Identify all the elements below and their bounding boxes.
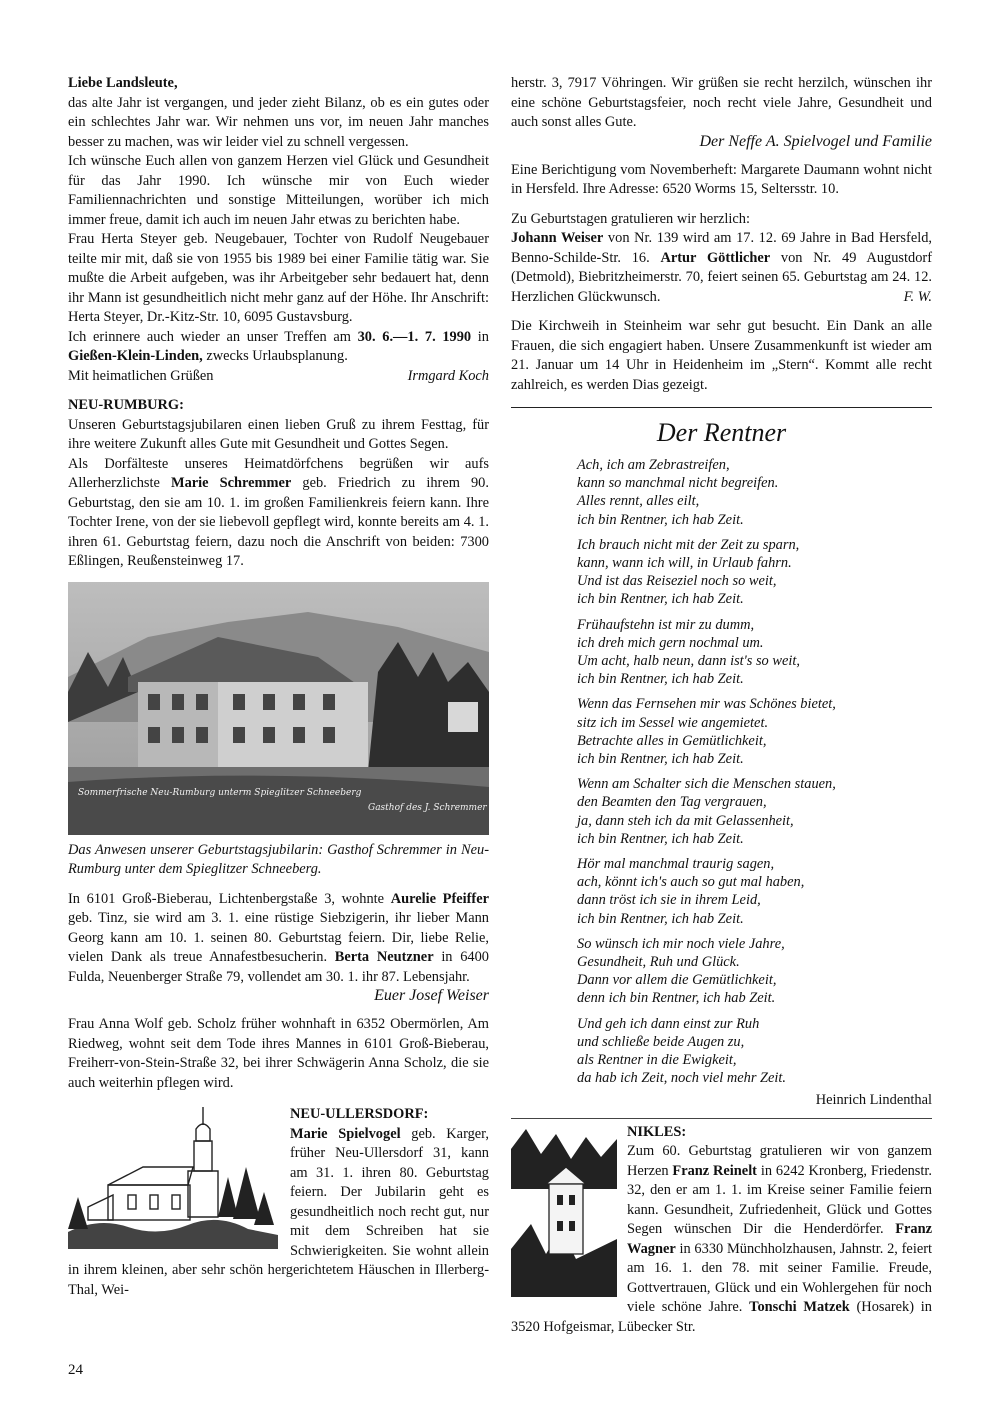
text-run: in 6400 Fulda, Neuenberger Straße 79, vollendet am 30. 1. ihr 87. Lebensjahr. [68, 949, 490, 985]
text-run: geb. Friedrich zu ihrem 90. Geburtstag, den sie am 10. 1. im großen Familienkreis feiern kann. Ihre Tochter Irene, von der sie liebevoll gepflegt wird, konnte bereits am 4. 1. ihren 61. Geburtstag feiern, dazu noch die Anschrift von beiden: 7300 Eßlingen, Reußensteinweg 17. [68, 475, 489, 569]
poem-stanza [577, 855, 932, 928]
poem-line: denn ich bin Rentner, ich hab Zeit. [577, 990, 776, 1007]
poem-line: dann tröst ich sie in ihrem Leid, [577, 892, 761, 909]
poem-line: Um acht, halb neun, dann ist's so weit, [577, 653, 800, 670]
poem-line: kann so manchmal nicht begreifen. [577, 475, 779, 492]
section-paragraph: Eine Berichtigung vom Novemberheft: Margarete Daumann wohnt nicht in Hersfeld. Ihre Adresse: 6520 Worms 15, Seltersstr. 10. [511, 161, 932, 197]
person-name: Marie Spielvogel [290, 1125, 401, 1142]
meeting-date: 30. 6.—1. 7. 1990 [357, 328, 472, 345]
poem-line: ja, dann steh ich da mit Gelassenheit, [577, 812, 794, 829]
letter-paragraph: Ich wünsche Euch allen von ganzem Herzen viel Glück und Gesundheit für das Jahr 1990. Ich wünsche mir von Euch wieder Familiennachrichten und sonstige Mitteilungen, worüber ich mich immer freue, damit ich auch im neuen Jahr etwas zu berichten habe. [68, 153, 489, 228]
section-signature: F. W. [903, 288, 932, 305]
section-heading: NEU-RUMBURG: [68, 397, 184, 413]
section-paragraph [68, 890, 489, 988]
letter-signature-line [68, 367, 489, 387]
person-name: Franz Reinelt [672, 1162, 757, 1179]
poem-line: Hör mal manchmal traurig sagen, [577, 856, 775, 873]
poem-line: Betrachte alles in Gemütlichkeit, [577, 732, 767, 749]
text-run: Ich erinnere auch wieder an unser Treffen am [68, 328, 358, 345]
section-heading: NIKLES: [627, 1123, 687, 1140]
poem-line: Gesundheit, Ruh und Glück. [577, 954, 740, 971]
poem-line: ich dreh mich gern nochmal um. [577, 634, 764, 651]
poem-line: sitz ich im Sessel wie angemietet. [577, 714, 769, 731]
church-drawing-image [68, 1107, 278, 1249]
poem-line: den Beamten den Tag vergrauen, [577, 794, 767, 811]
text-run: In 6101 Groß-Bieberau, Lichtenbergstaße 3, wohnte [68, 890, 391, 907]
poem-author: Heinrich Lindenthal [815, 1091, 932, 1108]
section-paragraph: Frau Anna Wolf geb. Scholz früher wohnhaft in 6352 Obermörlen, Am Riedweg, wohnt seit dem Tode ihres Mannes in 6101 Groß-Bieberau, Freiherr-von-Stein-Straße 32, bei ihrer Schwägerin Anna Scholz, die sie auch weiterhin pflegen wird. [68, 1016, 489, 1091]
poem-line: ach, könnt ich's auch so gut mal haben, [577, 874, 805, 891]
poem-stanza [577, 536, 932, 609]
letter-closing: Mit heimatlichen Grüßen [68, 367, 214, 384]
poem-stanza [577, 1015, 932, 1088]
nikles-section [511, 1123, 932, 1338]
right-column [511, 74, 932, 1337]
meeting-place: Gießen-Klein-Linden, [68, 348, 203, 364]
person-name: Marie Schremmer [170, 475, 292, 491]
gasthof-photo-image [68, 582, 489, 835]
letter-paragraph: das alte Jahr ist vergangen, und jeder zieht Bilanz, ob es ein gutes oder ein schlechtes Jahr war. Wir nehmen uns vor, im neuen Jahr manches besser zu machen, was wir leider viel zu schnell vergessen. [68, 94, 489, 150]
poem-line: ich bin Rentner, ich hab Zeit. [577, 511, 744, 528]
poem [511, 418, 932, 1110]
photo-inscription: Gasthof des J. Schremmer [368, 802, 487, 813]
poem-line: ich bin Rentner, ich hab Zeit. [577, 751, 744, 768]
poem-line: Dann vor allem die Gemütlichkeit, [577, 972, 777, 989]
section-paragraph: herstr. 3, 7917 Vöhringen. Wir grüßen sie recht herzilch, wünschen ihr eine schöne Geburtstagsfeier, noch recht viele Jahre, Gesundheit und auch sonst alles Gute. [511, 75, 932, 130]
section-paragraph: Die Kirchweih in Steinheim war sehr gut besucht. Ein Dank an alle Frauen, die sich engagiert haben. Unsere Zusammenkunft ist wieder am 21. Januar um 14 Uhr in Heidenheim im „Stern“. Kommt alle recht zahlreich, es werden Dias gezeigt. [511, 318, 932, 393]
poem-line: Wenn am Schalter sich die Menschen stauen, [577, 776, 836, 793]
letter-heading: Liebe Landsleute, [68, 75, 178, 91]
left-column [68, 74, 489, 1300]
photo-inscription: Sommerfrische Neu-Rumburg unterm Spieglitzer Schneeberg [78, 787, 362, 798]
village-drawing [511, 1129, 617, 1297]
neu-ullersdorf-section [68, 1105, 489, 1300]
letter-paragraph: Frau Herta Steyer geb. Neugebauer, Tochter von Rudolf Neugebauer teilte mir mit, daß sie von 1955 bis 1989 bei einer Familie tätig war. Sie mußte die Arbeit aufgeben, was ihr Arbeitgeber sehr bedauert hat, denn ihr Mann ist gesundheitlich nicht mehr ganz auf der Höhe. Ihr Anschrift: Herta Steyer, Dr.-Kitz-Str. 10, 6095 Gustavsburg. [68, 231, 489, 325]
poem-line: ich bin Rentner, ich hab Zeit. [577, 591, 744, 608]
person-name: Aurelie Pfeiffer [390, 890, 489, 907]
poem-line: So wünsch ich mir noch viele Jahre, [577, 935, 785, 952]
poem-title: Der Rentner [656, 418, 787, 447]
divider [511, 1118, 932, 1119]
church-drawing [68, 1107, 278, 1249]
person-name: Artur Göttlicher [660, 249, 771, 266]
text-run: geb. Karger, früher Neu-Ullersdorf 31, kann am 31. 1. ihren 80. Geburtstag feiern. Der Jubilarin geht es gesundheitlich noch recht gut, nur mit dem Schreiben hat sie Schwierigkeiten. Sie wohnt allein in ihrem kleinen, aber sehr schön hergerichtetem Häuschen in Illerberg-Thal, Wei- [68, 1125, 489, 1298]
text-run: Zum 60. Geburtstag gratulieren wir von ganzem Herzen [627, 1143, 932, 1179]
poem-stanza [577, 695, 932, 768]
gasthof-photo [68, 582, 489, 835]
text-run: von Nr. 139 wird am 17. 12. 69 Jahre in Bad Hersfeld, Benno-Schilde-Str. 16. [511, 230, 932, 266]
letter-paragraph [68, 328, 489, 367]
poem-line: Alles rennt, alles eilt, [577, 493, 700, 510]
divider [511, 407, 932, 408]
poem-line: Wenn das Fernsehen mir was Schönes bietet, [577, 696, 836, 713]
text-run: (Hosarek) in 3520 Hofgeismar, Lübecker Str. [511, 1299, 932, 1335]
section-heading: NEU-ULLERSDORF: [290, 1106, 429, 1122]
section-paragraph: Zu Geburtstagen gratulieren wir herzlich: [511, 210, 750, 227]
text-run: geb. Tinz, sie wird am 3. 1. eine rüstige Siebzigerin, ihr lieber Mann Georg kann am 10. 1. seinen 80. Geburtstag feiern. Dir, liebe Relie, vielen Dank als treue Annafestbesucherin. [68, 910, 489, 965]
birthdays-section [68, 890, 489, 1094]
section-paragraph [511, 229, 932, 307]
poem-line: kann, wann ich will, in Urlaub fahrn. [577, 555, 792, 572]
section-paragraph [68, 455, 489, 572]
poem-line: da hab ich Zeit, noch viel mehr Zeit. [577, 1070, 787, 1087]
person-name: Johann Weiser [511, 230, 604, 246]
person-name: Tonschi Matzek [749, 1299, 850, 1315]
poem-line: Ich brauch nicht mit der Zeit zu sparn, [577, 536, 800, 553]
text-run: zwecks Urlaubsplanung. [202, 348, 348, 364]
page-number: 24 [68, 1362, 83, 1378]
poem-line: Und ist das Reiseziel noch so weit, [577, 573, 777, 590]
text-run: Als Dorfälteste unseres Heimatdörfchens begrüßen wir aufs Allerherzlichste [68, 455, 489, 491]
photo-caption: Das Anwesen unserer Geburtstagsjubilarin: Gasthof Schremmer in Neu-Rumburg unter dem Spieglitzer Schneeberg. [68, 841, 489, 877]
village-drawing-image [511, 1129, 617, 1297]
poem-line: Ach, ich am Zebrastreifen, [577, 457, 730, 473]
poem-line: ich bin Rentner, ich hab Zeit. [577, 830, 744, 847]
person-name: Franz Wagner [627, 1221, 932, 1257]
poem-stanza [577, 935, 932, 1008]
section-signature: Der Neffe A. Spielvogel und Familie [699, 132, 932, 150]
poem-stanza [577, 775, 932, 848]
text-run: in [471, 328, 489, 345]
poem-line: Frühaufstehn ist mir zu dumm, [577, 616, 755, 633]
poem-line: ich bin Rentner, ich hab Zeit. [577, 671, 744, 688]
poem-stanza [577, 616, 932, 689]
neu-rumburg-section [68, 396, 489, 572]
section-signature: Euer Josef Weiser [374, 987, 489, 1004]
section-paragraph: Unseren Geburtstagsjubilaren einen lieben Gruß zu ihrem Festtag, für ihre weitere Zukunft alles Gute mit Gesundheit und Gottes Segen. [68, 416, 489, 452]
text-run: in 6330 Münchholzhausen, Jahnstr. 2, feiert am 16. 1. den 78. mit seiner Familie. Freude, Gottvertrauen, Glück und ein Wohlergehen für noch viele schöne Jahre. [627, 1240, 932, 1315]
poem-line: und schließe beide Augen zu, [577, 1033, 745, 1050]
poem-line: als Rentner in die Ewigkeit, [577, 1052, 737, 1069]
letter-signature: Irmgard Koch [407, 367, 489, 384]
poem-line: Und geh ich dann einst zur Ruh [577, 1015, 760, 1032]
poem-line: ich bin Rentner, ich hab Zeit. [577, 910, 744, 927]
poem-body [577, 456, 932, 1088]
poem-stanza [577, 456, 932, 529]
text-run: von Nr. 49 Augustdorf (Detmold), Biebritzheimerstr. 70, feiert seinen 65. Geburtstag am 24. 12. Herzlichen Glückwunsch. [511, 249, 932, 305]
text-run: in 6242 Kronberg, Friedenstr. 32, den er am 1. 1. im Kreise seiner Familie feiern kann. Gesundheit, Zufriedenheit, Glück und Gottes Segen wünschen Dir die Henderdörfer. [627, 1162, 932, 1237]
person-name: Berta Neutzner [334, 949, 434, 965]
